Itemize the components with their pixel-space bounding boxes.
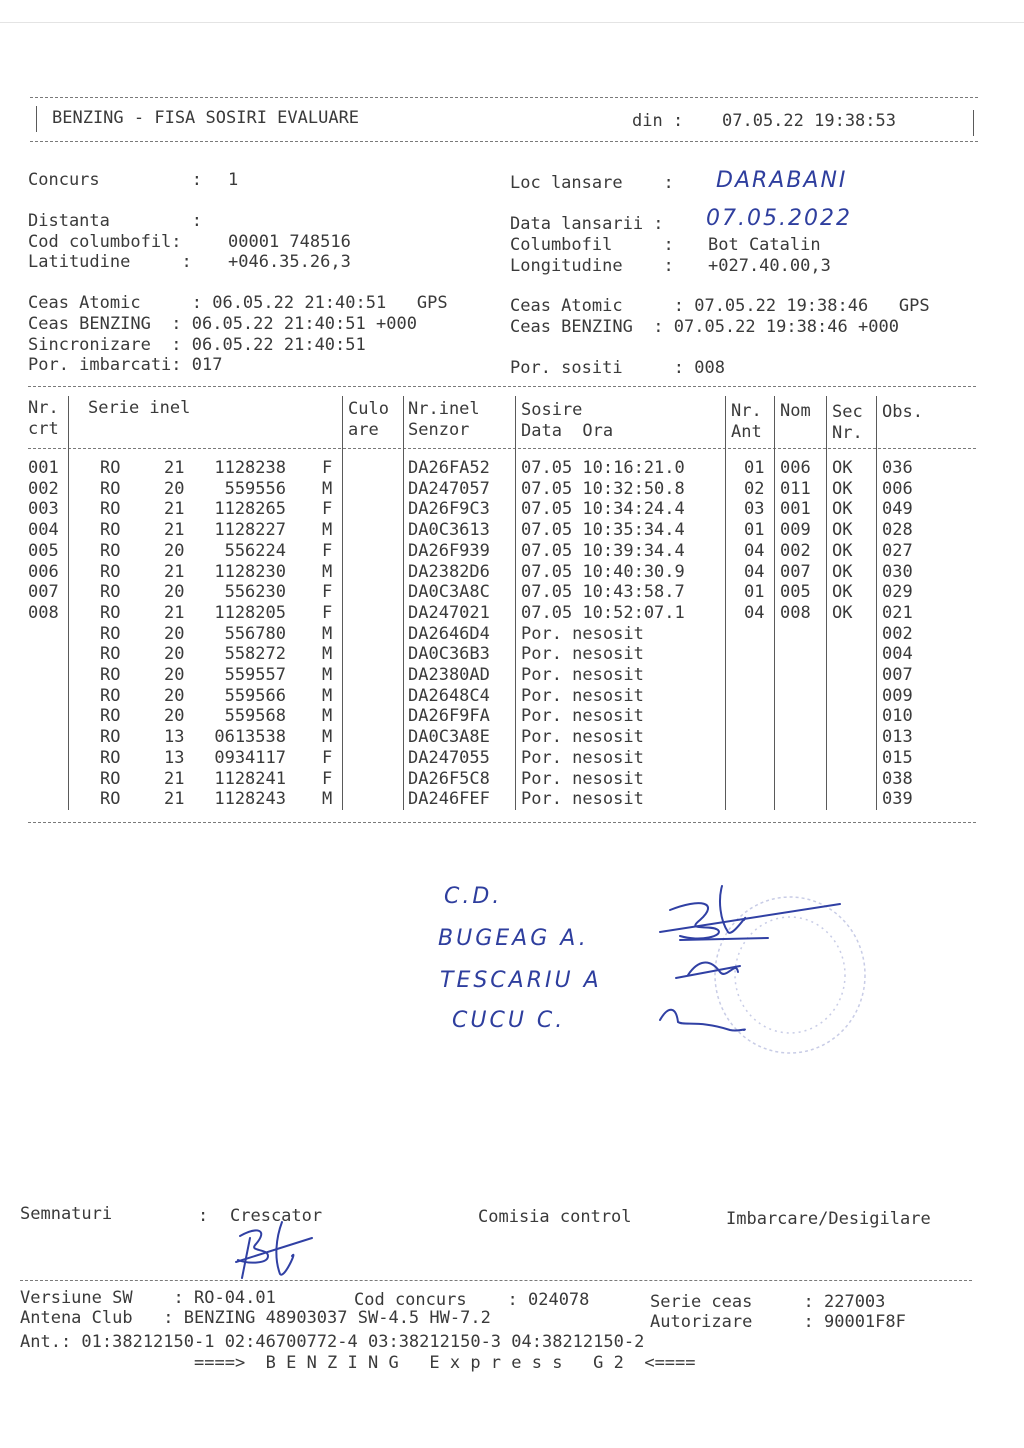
cell-nr-crt: 008 [28,602,59,623]
handwritten-line: TESCARIU A [440,968,602,993]
header-nr-ant: Nr. [731,401,762,421]
cell-year: 21 [164,561,185,582]
cell-sex: F [322,747,333,768]
cell-obs: 010 [882,706,913,727]
cell-ant: 03 [744,499,765,520]
table-header-border [28,448,976,449]
table-row [0,706,1000,727]
cell-sosire: 07.05 10:40:30.9 [521,561,685,582]
cell-nom: 006 [780,458,811,478]
distanta-label: Distanta : [28,211,202,231]
cell-sec: OK [832,540,853,561]
cell-sec: OK [832,561,853,582]
cell-nr-crt: 001 [28,458,59,478]
cell-year: 21 [164,602,185,623]
cell-sec: OK [832,458,853,478]
cell-year: 20 [164,644,185,665]
cell-nom: 001 [780,499,811,520]
cell-sosire: Por. nesosit [521,706,644,727]
concurs-label: Concurs : [28,170,202,190]
commission-signatures-and-stamp [640,880,880,1070]
concurs-value: 1 [228,170,239,190]
cell-senzor: DA246FEF [408,789,490,810]
header-top-border [30,97,978,98]
table-row [0,582,1000,603]
cell-sex: F [322,499,333,520]
cell-year: 20 [164,665,185,685]
cell-sec: OK [832,499,853,520]
cell-country: RO [100,540,121,561]
header-nom: Nom [780,401,811,421]
cell-sex: M [322,520,333,541]
cell-ring-number: 1128243 [214,789,286,810]
data-lansarii-value: 07.05.2022 [706,206,852,231]
cell-country: RO [100,747,121,768]
cell-sosire: Por. nesosit [521,747,644,768]
header-culoare: Culo [348,399,389,419]
cell-ring-number: 556230 [224,582,286,603]
din-value: 07.05.22 19:38:53 [722,111,896,131]
cell-obs: 029 [882,582,913,603]
cell-senzor: DA2382D6 [408,561,490,582]
columbofil-label: Columbofil : [510,235,674,255]
table-row [0,479,1000,500]
cell-senzor: DA26F939 [408,540,490,561]
cell-year: 20 [164,582,185,603]
table-row [0,458,1000,479]
cell-sex: M [322,685,333,706]
autorizare: Autorizare : 90001F8F [650,1312,906,1332]
signature-crescator-label: Crescator [230,1206,323,1226]
serie-ceas: Serie ceas : 227003 [650,1292,886,1312]
cell-sex: F [322,582,333,603]
cell-obs: 049 [882,499,913,520]
cell-ant: 01 [744,520,765,541]
table-row [0,499,1000,520]
longitudine-label: Longitudine : [510,256,674,276]
cell-nr-crt: 005 [28,540,59,561]
cell-country: RO [100,768,121,789]
cell-year: 20 [164,478,185,499]
cell-sosire: Por. nesosit [521,727,644,748]
cell-nr-crt: 006 [28,561,59,582]
header-left-border [36,106,37,132]
signature-comisia-label: Comisia control [478,1207,632,1227]
cell-obs: 036 [882,458,913,478]
cell-obs: 039 [882,789,913,810]
cell-sec: OK [832,520,853,541]
table-row [0,789,1000,810]
cell-senzor: DA2646D4 [408,623,490,644]
cell-sec: OK [832,582,853,603]
cell-nom: 007 [780,561,811,582]
cod-columbofil-value: 00001 748516 [228,232,351,252]
cell-senzor: DA0C3613 [408,520,490,541]
table-row [0,541,1000,562]
cell-ring-number: 1128205 [214,602,286,623]
header-culoare: are [348,420,379,440]
cell-sosire: Por. nesosit [521,623,644,644]
cell-ant: 04 [744,561,765,582]
clock-left-line: Ceas BENZING : 06.05.22 21:40:51 +000 [28,314,417,334]
cell-country: RO [100,623,121,644]
table-row [0,603,1000,624]
clock-left-line: Ceas Atomic : 06.05.22 21:40:51 GPS [28,293,448,313]
cell-country: RO [100,727,121,748]
latitudine-label: Latitudine : [28,252,192,272]
cell-senzor: DA247057 [408,478,490,499]
cell-sosire: 07.05 10:43:58.7 [521,582,685,603]
cell-sosire: Por. nesosit [521,685,644,706]
cell-year: 21 [164,768,185,789]
footer-top-border [20,1280,972,1281]
header-bottom-border [30,141,978,142]
cell-sosire: 07.05 10:32:50.8 [521,478,685,499]
latitudine-value: +046.35.26,3 [228,252,351,272]
header-nr-ant: Ant [731,422,762,442]
cell-ant: 01 [744,582,765,603]
cell-year: 20 [164,540,185,561]
table-row [0,520,1000,541]
table-row [0,562,1000,583]
handwritten-line: CUCU C. [452,1008,566,1033]
cell-obs: 013 [882,727,913,748]
cell-ring-number: 1128230 [214,561,286,582]
cell-sex: F [322,602,333,623]
header-sec-nr: Nr. [832,423,863,443]
cell-senzor: DA0C3A8C [408,582,490,603]
cell-nom: 011 [780,478,811,499]
cell-ring-number: 559557 [224,665,286,685]
cell-senzor: DA247055 [408,747,490,768]
header-serie-inel: Serie inel [88,398,191,418]
cell-year: 20 [164,623,185,644]
cell-sex: F [322,540,333,561]
loc-lansare-label: Loc lansare : [510,173,674,193]
handwritten-line: C.D. [444,884,503,909]
cell-country: RO [100,561,121,582]
cell-senzor: DA247021 [408,602,490,623]
cell-nr-crt: 007 [28,582,59,603]
header-sec-nr: Sec [832,402,863,422]
clock-right-line: Ceas Atomic : 07.05.22 19:38:46 GPS [510,296,930,316]
cell-sex: M [322,478,333,499]
cell-year: 21 [164,499,185,520]
cell-country: RO [100,582,121,603]
cell-ant: 01 [744,458,765,478]
cell-senzor: DA0C36B3 [408,644,490,665]
scan-edge-line [0,22,1024,23]
cell-sex: F [322,768,333,789]
cell-country: RO [100,458,121,478]
table-row [0,769,1000,790]
cell-obs: 002 [882,623,913,644]
versiune-sw: Versiune SW : RO-04.01 [20,1288,276,1308]
cell-year: 20 [164,685,185,706]
cell-ant: 02 [744,478,765,499]
table-row [0,665,1000,686]
cell-sosire: 07.05 10:35:34.4 [521,520,685,541]
benzing-express-banner: ====> B E N Z I N G E x p r e s s G 2 <==== [194,1353,696,1373]
cell-ring-number: 1128227 [214,520,286,541]
clock-right-line: Por. sositi : 008 [510,358,725,378]
cell-year: 21 [164,789,185,810]
cell-country: RO [100,665,121,685]
cell-ant: 04 [744,602,765,623]
cell-sosire: 07.05 10:39:34.4 [521,540,685,561]
table-row [0,644,1000,665]
cell-sex: M [322,623,333,644]
cell-sex: M [322,789,333,810]
cell-senzor: DA26F5C8 [408,768,490,789]
cell-obs: 015 [882,747,913,768]
cell-senzor: DA26F9FA [408,706,490,727]
cell-ring-number: 559566 [224,685,286,706]
cell-senzor: DA2380AD [408,665,490,685]
cell-nom: 009 [780,520,811,541]
header-sosire: Sosire [521,400,583,420]
header-nr-crt: Nr. [28,398,59,418]
cell-country: RO [100,499,121,520]
header-sosire: Data Ora [521,421,614,441]
cell-ring-number: 556780 [224,623,286,644]
cell-senzor: DA0C3A8E [408,727,490,748]
antena-club: Antena Club : BENZING 48903037 SW-4.5 HW-7.2 [20,1308,491,1328]
cell-obs: 027 [882,540,913,561]
cell-country: RO [100,520,121,541]
table-row [0,748,1000,769]
longitudine-value: +027.40.00,3 [708,256,831,276]
signatures-label: Semnaturi [20,1204,113,1224]
loc-lansare-value: DARABANI [716,168,848,193]
cell-nr-crt: 002 [28,478,59,499]
cell-ring-number: 559568 [224,706,286,727]
din-label: din : [632,111,684,131]
cell-sosire: 07.05 10:16:21.0 [521,458,685,478]
cell-ring-number: 559556 [224,478,286,499]
clock-left-line: Por. imbarcati: 017 [28,355,223,375]
cell-sosire: Por. nesosit [521,665,644,685]
document-title: BENZING - FISA SOSIRI EVALUARE [52,108,360,128]
table-bottom-border [28,822,976,823]
handwritten-line: BUGEAG A. [438,926,589,951]
cell-sex: M [322,665,333,685]
cell-nr-crt: 003 [28,499,59,520]
cell-obs: 009 [882,685,913,706]
cell-country: RO [100,478,121,499]
cell-sex: F [322,458,333,478]
cell-obs: 021 [882,602,913,623]
cell-country: RO [100,644,121,665]
data-lansarii-label: Data lansarii : [510,214,664,234]
clock-left-line: Sincronizare : 06.05.22 21:40:51 [28,335,366,355]
cell-senzor: DA26F9C3 [408,499,490,520]
cell-nom: 002 [780,540,811,561]
cell-ring-number: 0613538 [214,727,286,748]
cell-country: RO [100,685,121,706]
cell-year: 13 [164,747,185,768]
table-row [0,686,1000,707]
signatures-colon: : [198,1206,209,1226]
cell-sec: OK [832,602,853,623]
cell-year: 21 [164,520,185,541]
cod-concurs: Cod concurs : 024078 [354,1290,590,1310]
cell-obs: 028 [882,520,913,541]
cell-ring-number: 1128265 [214,499,286,520]
cell-nom: 008 [780,602,811,623]
cell-obs: 007 [882,665,913,685]
cell-sosire: Por. nesosit [521,789,644,810]
cell-ring-number: 0934117 [214,747,286,768]
columbofil-value: Bot Catalin [708,235,821,255]
cell-ring-number: 556224 [224,540,286,561]
header-obs: Obs. [882,402,923,422]
cell-sosire: Por. nesosit [521,644,644,665]
header-nr-inel-senzor: Nr.inel [408,399,480,419]
cell-ring-number: 558272 [224,644,286,665]
cell-sex: M [322,706,333,727]
cell-sec: OK [832,478,853,499]
cell-sex: M [322,644,333,665]
cell-year: 20 [164,706,185,727]
cell-obs: 038 [882,768,913,789]
clock-right-line: Ceas BENZING : 07.05.22 19:38:46 +000 [510,317,899,337]
header-nr-inel-senzor: Senzor [408,420,470,440]
cell-sosire: Por. nesosit [521,768,644,789]
table-row [0,624,1000,645]
cell-country: RO [100,602,121,623]
cell-ant: 04 [744,540,765,561]
table-top-border [28,386,976,387]
cell-ring-number: 1128241 [214,768,286,789]
cell-sex: M [322,561,333,582]
cell-senzor: DA26FA52 [408,458,490,478]
cell-sex: M [322,727,333,748]
cell-obs: 004 [882,644,913,665]
cell-sosire: 07.05 10:52:07.1 [521,602,685,623]
signature-imbarcare-label: Imbarcare/Desigilare [726,1209,931,1229]
antennas-list: Ant.: 01:38212150-1 02:46700772-4 03:38212150-3 04:38212150-2 [20,1332,645,1352]
cell-sosire: 07.05 10:34:24.4 [521,499,685,520]
cell-obs: 006 [882,478,913,499]
cell-nom: 005 [780,582,811,603]
cell-obs: 030 [882,561,913,582]
cell-senzor: DA2648C4 [408,685,490,706]
cell-country: RO [100,789,121,810]
cell-country: RO [100,706,121,727]
cod-columbofil-label: Cod columbofil: [28,232,182,252]
cell-year: 21 [164,458,185,478]
cell-nr-crt: 004 [28,520,59,541]
table-row [0,727,1000,748]
header-right-border [973,110,974,136]
cell-ring-number: 1128238 [214,458,286,478]
cell-year: 13 [164,727,185,748]
header-nr-crt: crt [28,419,59,439]
